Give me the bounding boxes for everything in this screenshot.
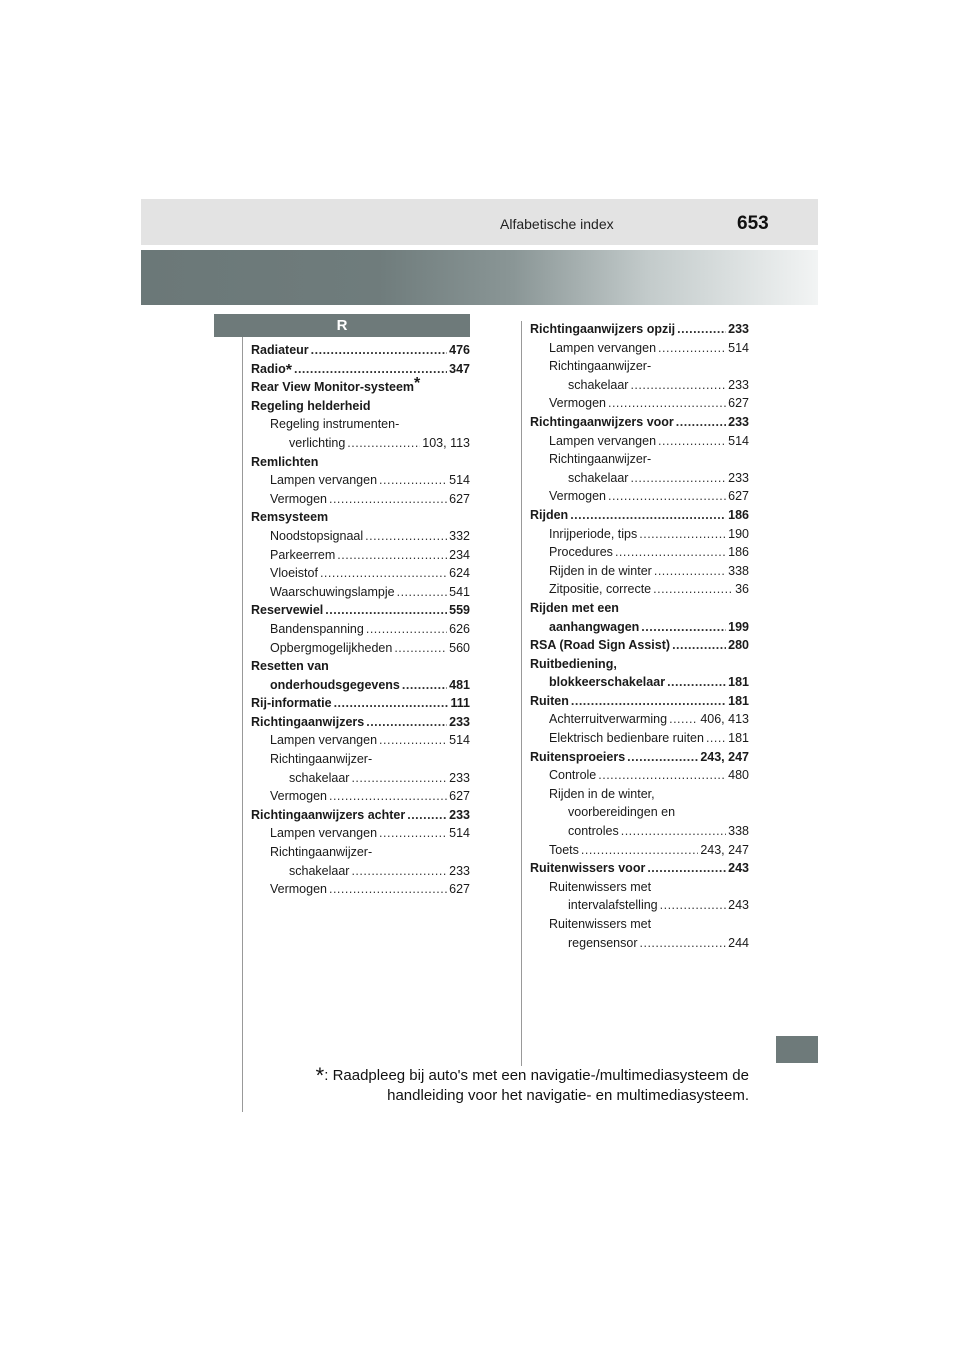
index-entry-label: Lampen vervangen bbox=[270, 733, 378, 748]
index-entry-page: 481 bbox=[449, 677, 470, 692]
index-entry-page: 624 bbox=[449, 566, 470, 581]
index-entry bbox=[251, 731, 470, 750]
index-entry-label: Ruitensproeiers bbox=[530, 749, 626, 764]
dot-leader bbox=[379, 471, 447, 490]
dot-leader bbox=[351, 769, 447, 788]
index-entry-label: Procedures bbox=[549, 545, 613, 560]
index-entry-page: 480 bbox=[728, 768, 749, 783]
footnote bbox=[300, 1063, 749, 1106]
index-entry bbox=[251, 676, 470, 695]
footnote-reference-marker: * bbox=[414, 375, 421, 393]
index-entry bbox=[530, 636, 749, 655]
index-entry-page: 338 bbox=[728, 563, 749, 578]
index-heading-line bbox=[530, 915, 749, 934]
index-entry bbox=[530, 580, 749, 599]
index-entry bbox=[530, 525, 749, 544]
index-entry-page: 627 bbox=[728, 489, 749, 504]
dot-leader bbox=[640, 934, 727, 953]
index-entry-label: Rijden met een bbox=[530, 600, 619, 615]
index-entry-label: Vermogen bbox=[549, 396, 606, 411]
index-entry-page: 243 bbox=[728, 861, 749, 876]
index-entry-label: Richtingaanwijzer- bbox=[549, 359, 652, 374]
index-entry-page: 626 bbox=[449, 621, 470, 636]
left-margin-rule bbox=[242, 327, 243, 1112]
dot-leader bbox=[347, 434, 420, 453]
index-entry-label: Controle bbox=[549, 768, 597, 783]
index-entry-page: 280 bbox=[728, 638, 749, 653]
index-entry-label: Vloeistof bbox=[270, 566, 318, 581]
index-entry bbox=[251, 862, 470, 881]
index-entry-label: Radiateur bbox=[251, 343, 309, 357]
index-entry bbox=[251, 806, 470, 825]
index-entry-page: 111 bbox=[450, 696, 470, 711]
index-heading-line bbox=[251, 657, 470, 676]
index-entry-page: 627 bbox=[449, 491, 470, 506]
dot-leader bbox=[630, 469, 726, 488]
index-entry bbox=[530, 432, 749, 451]
index-entry-label: Elektrisch bedienbare ruiten bbox=[549, 731, 704, 746]
index-entry-page: 103, 113 bbox=[422, 435, 470, 450]
index-entry bbox=[530, 413, 749, 432]
dot-leader bbox=[402, 676, 447, 695]
index-entry-label: Rij-informatie bbox=[251, 696, 332, 711]
index-entry bbox=[530, 766, 749, 785]
dot-leader bbox=[379, 824, 447, 843]
index-entry-label: Ruitbediening, bbox=[530, 656, 617, 671]
index-entry bbox=[251, 434, 470, 453]
index-entry-page: 627 bbox=[449, 789, 470, 804]
index-entry bbox=[530, 729, 749, 748]
index-entry-label: Lampen vervangen bbox=[549, 433, 657, 448]
footnote-marker: * bbox=[315, 1063, 325, 1088]
dot-leader bbox=[294, 360, 447, 379]
index-entry-page: 541 bbox=[449, 584, 470, 599]
index-heading-line bbox=[530, 803, 749, 822]
index-heading-line bbox=[251, 453, 470, 472]
index-entry-label: Lampen vervangen bbox=[270, 473, 378, 488]
index-entry-page: 243, 247 bbox=[700, 749, 749, 764]
index-entry-label: aanhangwagen bbox=[549, 619, 640, 634]
index-entry-page: 233 bbox=[449, 770, 470, 785]
index-entry-label: schakelaar bbox=[568, 470, 629, 485]
index-entry-label: controles bbox=[568, 824, 619, 839]
index-entry-page: 514 bbox=[449, 473, 470, 488]
index-entry-page: 514 bbox=[728, 433, 749, 448]
index-entry-page: 514 bbox=[449, 826, 470, 841]
index-entry bbox=[530, 506, 749, 525]
index-entry bbox=[251, 787, 470, 806]
dot-leader bbox=[677, 320, 726, 339]
dot-leader bbox=[379, 731, 447, 750]
index-letter-heading: R bbox=[214, 314, 470, 337]
index-entry-label: Toets bbox=[549, 842, 579, 857]
index-entry-page: 243, 247 bbox=[700, 842, 749, 857]
index-entry-label: Lampen vervangen bbox=[270, 826, 378, 841]
index-entry-label: Ruitenwissers met bbox=[549, 917, 652, 931]
index-entry bbox=[530, 934, 749, 953]
index-entry-page: 627 bbox=[728, 396, 749, 411]
index-heading-line bbox=[251, 415, 470, 434]
index-entry-page: 233 bbox=[728, 322, 749, 336]
index-entry bbox=[251, 620, 470, 639]
index-entry bbox=[251, 880, 470, 899]
index-entry bbox=[251, 527, 470, 546]
index-heading-line bbox=[530, 357, 749, 376]
index-entry-label: Richtingaanwijzer- bbox=[270, 845, 373, 860]
index-entry-page: 181 bbox=[728, 675, 749, 690]
index-entry-label: schakelaar bbox=[289, 863, 350, 878]
index-entry bbox=[530, 394, 749, 413]
dot-leader bbox=[311, 341, 447, 360]
index-heading-line bbox=[251, 375, 470, 397]
dot-leader bbox=[654, 562, 726, 581]
header-bar bbox=[141, 199, 818, 245]
dot-leader bbox=[366, 713, 447, 732]
index-entry-label: schakelaar bbox=[289, 770, 350, 785]
index-entry-label: Rijden in de winter, bbox=[549, 786, 655, 801]
index-entry: Radio * ..... 347 bbox=[251, 360, 470, 379]
index-entry-label: Richtingaanwijzers bbox=[251, 714, 365, 729]
index-entry bbox=[530, 487, 749, 506]
index-entry-label: Richtingaanwijzer- bbox=[549, 452, 652, 467]
dot-leader bbox=[325, 601, 447, 620]
index-entry-label: Richtingaanwijzer- bbox=[270, 752, 373, 767]
dot-leader bbox=[329, 880, 447, 899]
chapter-tab bbox=[776, 1036, 818, 1063]
index-entry-label: Waarschuwingslampje bbox=[270, 584, 395, 599]
dot-leader bbox=[407, 806, 447, 825]
index-entry-label: Bandenspanning bbox=[270, 621, 364, 636]
index-entry-page: 234 bbox=[449, 547, 470, 562]
index-entry-page: 233 bbox=[728, 470, 749, 485]
index-entry bbox=[251, 713, 470, 732]
dot-leader bbox=[615, 543, 726, 562]
index-entry-label: Parkeerrem bbox=[270, 547, 336, 562]
column-divider bbox=[521, 321, 522, 1066]
dot-leader bbox=[598, 766, 726, 785]
index-entry-page: 233 bbox=[728, 414, 749, 429]
index-entry-label: Opbergmogelijkheden bbox=[270, 640, 393, 655]
index-entry-label: Vermogen bbox=[270, 882, 327, 897]
index-entry-label: Regeling helderheid bbox=[251, 398, 371, 413]
dot-leader bbox=[365, 527, 447, 546]
dot-leader bbox=[608, 487, 726, 506]
dot-leader bbox=[397, 583, 448, 602]
index-entry-page: 181 bbox=[728, 693, 749, 708]
index-entry bbox=[251, 601, 470, 620]
index-entry-page: 243 bbox=[728, 898, 749, 913]
index-entry bbox=[530, 692, 749, 711]
dot-leader bbox=[641, 618, 726, 637]
dot-leader bbox=[639, 525, 726, 544]
index-entry-page: 244 bbox=[728, 935, 749, 950]
dot-leader bbox=[676, 413, 726, 432]
index-entry-label: Regeling instrumenten- bbox=[270, 417, 400, 432]
footnote-line-2: handleiding voor het navigatie- en multimediasysteem. bbox=[387, 1087, 749, 1104]
index-entry bbox=[251, 694, 470, 713]
index-entry-label: Ruitenwissers voor bbox=[530, 861, 646, 876]
index-entry-page: 559 bbox=[449, 603, 470, 618]
index-entry-page: 560 bbox=[449, 640, 470, 655]
index-entry-page: 181 bbox=[728, 731, 749, 746]
index-entry bbox=[530, 822, 749, 841]
dot-leader bbox=[658, 432, 726, 451]
dot-leader bbox=[329, 787, 447, 806]
index-entry bbox=[530, 339, 749, 358]
index-entry-label: Inrijperiode, tips bbox=[549, 526, 638, 541]
dot-leader bbox=[570, 506, 726, 525]
index-entry-label: Vermogen bbox=[270, 789, 327, 804]
index-heading-line bbox=[251, 750, 470, 769]
dot-leader bbox=[621, 822, 726, 841]
index-entry bbox=[251, 824, 470, 843]
dot-leader bbox=[608, 394, 726, 413]
index-entry-page: 186 bbox=[728, 545, 749, 560]
dot-leader bbox=[653, 580, 733, 599]
index-entry-page: 233 bbox=[449, 807, 470, 822]
index-entry-label: Vermogen bbox=[549, 489, 606, 504]
index-entry-page: 514 bbox=[449, 733, 470, 748]
index-entry bbox=[251, 490, 470, 509]
index-entry bbox=[530, 469, 749, 488]
dot-leader bbox=[667, 673, 726, 692]
index-entry-label: Ruiten bbox=[530, 693, 569, 708]
index-entry-label: Rear View Monitor-systeem bbox=[251, 380, 415, 395]
dot-leader bbox=[394, 639, 447, 658]
index-entry bbox=[530, 618, 749, 637]
index-heading-line bbox=[251, 843, 470, 862]
dot-leader bbox=[658, 339, 726, 358]
index-entry-label: Noodstopsignaal bbox=[270, 528, 364, 543]
index-entry-label: Rijden in de winter bbox=[549, 563, 652, 578]
index-entry-label: intervalafstelling bbox=[568, 898, 658, 913]
index-entry-label: verlichting bbox=[289, 435, 346, 450]
dot-leader bbox=[672, 636, 726, 655]
dot-leader bbox=[706, 729, 726, 748]
index-heading-line bbox=[251, 397, 470, 416]
header-gradient-band bbox=[141, 250, 818, 305]
index-entry-label: blokkeerschakelaar bbox=[549, 675, 666, 690]
index-entry-page: 233 bbox=[449, 863, 470, 878]
index-entry bbox=[530, 841, 749, 860]
index-entry-label: Remlichten bbox=[251, 454, 319, 469]
index-entry-label: Ruitenwissers met bbox=[549, 879, 652, 894]
index-entry bbox=[530, 543, 749, 562]
index-column-left bbox=[251, 341, 470, 899]
index-heading-line bbox=[251, 508, 470, 527]
index-entry bbox=[530, 562, 749, 581]
index-entry-label: RSA (Road Sign Assist) bbox=[530, 638, 671, 653]
dot-leader bbox=[337, 546, 447, 565]
index-entry bbox=[251, 564, 470, 583]
index-entry bbox=[251, 471, 470, 490]
dot-leader bbox=[320, 564, 447, 583]
index-entry-label: onderhoudsgegevens bbox=[270, 677, 400, 692]
dot-leader bbox=[627, 748, 698, 767]
index-heading-line bbox=[530, 599, 749, 618]
index-entry-label: Rijden bbox=[530, 507, 569, 522]
index-entry-page: 476 bbox=[449, 343, 470, 357]
dot-leader bbox=[630, 376, 726, 395]
dot-leader bbox=[581, 841, 698, 860]
index-entry-page: 199 bbox=[728, 619, 749, 634]
index-entry-label: Achterruitverwarming bbox=[549, 712, 668, 727]
index-entry-page: 233 bbox=[449, 714, 470, 729]
index-entry bbox=[251, 769, 470, 788]
index-entry-label: voorbereidingen en bbox=[568, 805, 676, 820]
index-entry-label: Lampen vervangen bbox=[549, 340, 657, 355]
index-entry-page: 338 bbox=[728, 824, 749, 839]
index-entry bbox=[251, 341, 470, 360]
index-entry-label: Richtingaanwijzers voor bbox=[530, 414, 674, 429]
index-heading-line bbox=[530, 655, 749, 674]
index-heading-line bbox=[530, 785, 749, 804]
index-entry-label: regensensor bbox=[568, 935, 638, 950]
index-entry bbox=[251, 639, 470, 658]
index-entry bbox=[251, 583, 470, 602]
dot-leader bbox=[334, 694, 449, 713]
index-entry bbox=[530, 320, 749, 339]
index-entry-page: 347 bbox=[449, 361, 470, 376]
dot-leader bbox=[571, 692, 726, 711]
index-entry bbox=[530, 748, 749, 767]
index-column-right bbox=[530, 320, 749, 952]
index-entry-label: Zitpositie, correcte bbox=[549, 582, 652, 597]
index-entry-page: 332 bbox=[449, 528, 470, 543]
footnote-line-1: : Raadpleeg bij auto's met een navigatie-/multimediasysteem de bbox=[324, 1067, 749, 1084]
index-entry-label: Resetten van bbox=[251, 659, 329, 674]
index-entry bbox=[530, 376, 749, 395]
index-entry bbox=[530, 673, 749, 692]
dot-leader bbox=[647, 859, 726, 878]
index-entry-label: Vermogen bbox=[270, 491, 327, 506]
index-entry-page: 190 bbox=[728, 526, 749, 541]
dot-leader bbox=[351, 862, 447, 881]
index-heading-line bbox=[530, 878, 749, 897]
index-entry-page: 36 bbox=[735, 582, 749, 597]
index-entry-page: 186 bbox=[728, 507, 749, 522]
index-entry bbox=[251, 546, 470, 565]
index-entry-page: 406, 413 bbox=[700, 712, 749, 727]
index-entry-label: Richtingaanwijzers opzij bbox=[530, 322, 676, 336]
index-heading-line bbox=[530, 450, 749, 469]
index-entry-page: 627 bbox=[449, 882, 470, 897]
index-entry-label: Radio bbox=[251, 361, 286, 376]
index-entry-label: schakelaar bbox=[568, 377, 629, 392]
index-entry-label: Richtingaanwijzers achter bbox=[251, 807, 406, 822]
index-entry bbox=[530, 710, 749, 729]
index-entry-label: Reservewiel bbox=[251, 603, 324, 618]
index-entry-page: 233 bbox=[728, 377, 749, 392]
index-entry-page: 514 bbox=[728, 340, 749, 355]
dot-leader bbox=[660, 896, 727, 915]
index-entry bbox=[530, 859, 749, 878]
dot-leader bbox=[366, 620, 447, 639]
page-number: 653 bbox=[737, 213, 769, 234]
index-entry bbox=[530, 896, 749, 915]
section-title: Alfabetische index bbox=[500, 216, 614, 232]
dot-leader bbox=[669, 710, 698, 729]
index-entry-label: Remsysteem bbox=[251, 510, 329, 525]
dot-leader bbox=[329, 490, 447, 509]
